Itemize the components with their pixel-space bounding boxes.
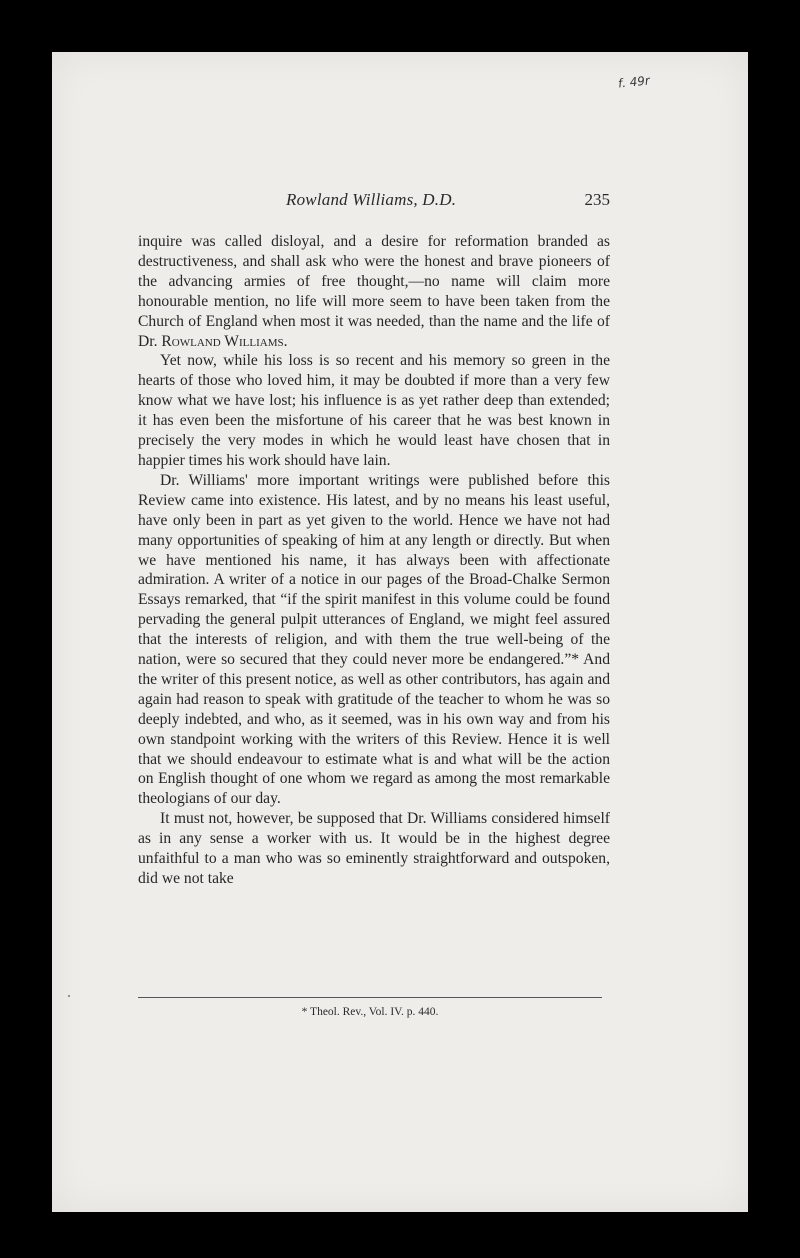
running-title: Rowland Williams, D.D.: [286, 190, 457, 209]
page-number: 235: [584, 190, 610, 209]
paragraph-1-end: .: [283, 332, 288, 350]
running-head: [138, 190, 610, 214]
author-name: Rowland Williams: [161, 332, 284, 350]
paragraph-1-text: inquire was called disloyal, and a desire for reformation branded as destructiveness, and shall ask who were the honest and brave pioneers of the advancing armies of free thought,—no name will claim more honourable mention, no life will more seem to have been taken from the Church of England when most it was needed, than the name and the life of Dr.: [138, 233, 610, 350]
folio-annotation: f. 49r: [617, 73, 651, 91]
body-text: [138, 232, 610, 889]
footnote: * Theol. Rev., Vol. IV. p. 440.: [301, 1006, 439, 1018]
paragraph-2: Yet now, while his loss is so recent and his memory so green in the hearts of those who loved him, it may be doubted if more than a very few know what we have lost; his influence is as yet rather deep than extended; it has even been the misfortune of his career that he was best known in precisely the very modes in which he would least have chosen that in happier times his work should have lain.: [138, 352, 610, 469]
footnote-rule: [138, 997, 602, 998]
paragraph-1: [138, 232, 610, 351]
paper-speck: [68, 995, 70, 997]
paragraph-3: Dr. Williams' more important writings were published before this Review came into existence. His latest, and by no means his least useful, have only been in part as yet given to the world. Hence we have not had many opportunities of speaking of him at any length or directly. But when we have mentioned his name, it has always been with affectionate admiration. A writer of a notice in our pages of the Broad-Chalke Sermon Essays remarked, that “if the spirit manifest in this volume could be found pervading the general pulpit utterances of England, we might feel assured that the interests of religion, and with them the true well-being of the nation, were so secured that they could never more be endangered.”* And the writer of this present notice, as well as other contributors, has again and again had reason to speak with gratitude of the teacher to whom he was so deeply indebted, and who, as it seemed, was in his own way and from his own standpoint working with the writers of this Review. Hence it is well that we should endeavour to estimate what is and what will be the action on English thought of one whom we regard as among the most remarkable theologians of our day.: [138, 471, 610, 808]
paragraph-4: It must not, however, be supposed that Dr. Williams considered himself as in any sense a worker with us. It would be in the highest degree unfaithful to a man who was so eminently straightforward and outspoken, did we not take: [138, 810, 610, 887]
